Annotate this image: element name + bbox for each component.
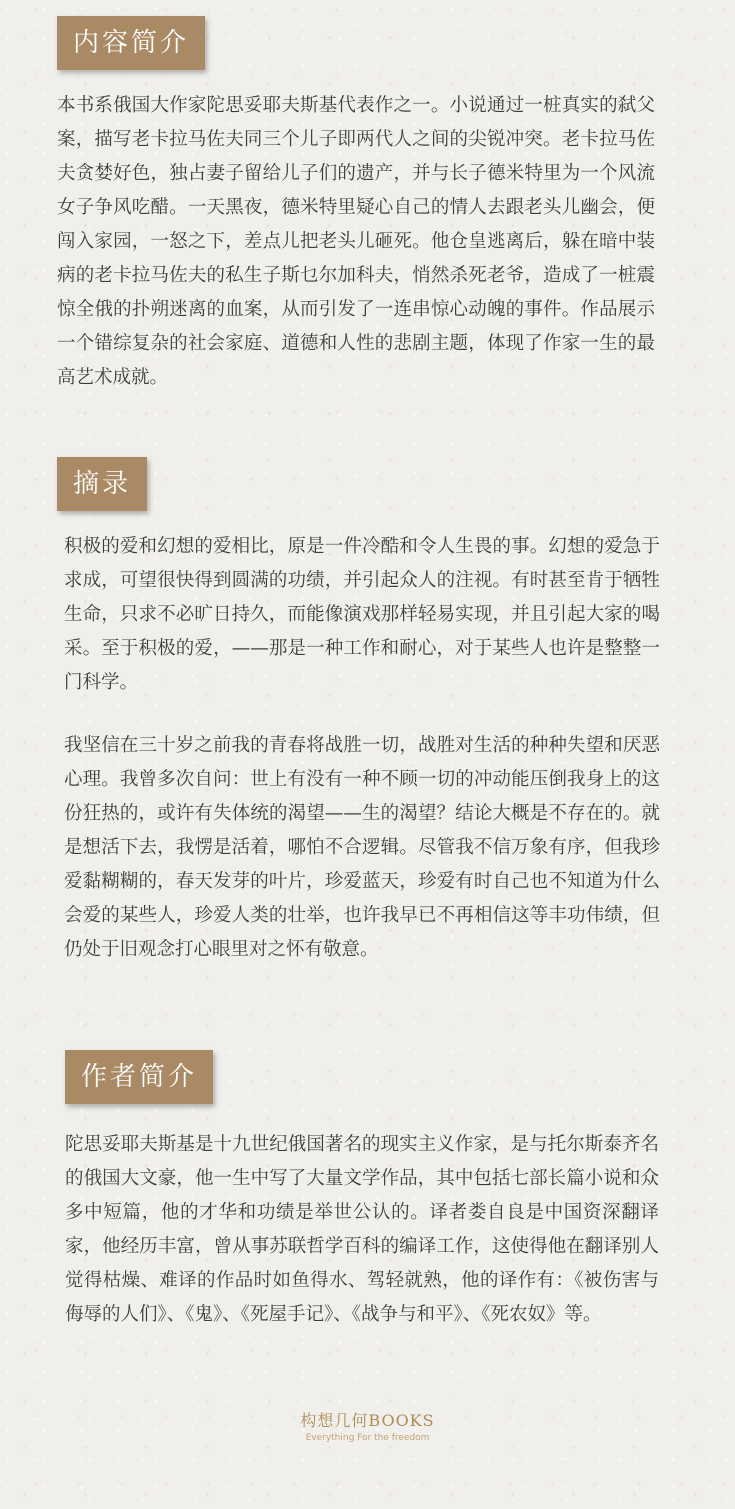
excerpt-paragraph-1: 积极的爱和幻想的爱相比，原是一件冷酷和令人生畏的事。幻想的爱急于求成，可望很快得到圆满的功绩，并引起众人的注视。有时甚至肯于牺牲生命，只求不必旷日持久，而能像演戏那样轻易实现，并且引起大家的喝采。至于积极的爱，——那是一种工作和耐心，对于某些人也许是整整一门科学。 (64, 536, 660, 693)
excerpt-paragraph-2: 我坚信在三十岁之前我的青春将战胜一切，战胜对生活的种种失望和厌恶心理。我曾多次自问：世上有没有一种不顾一切的冲动能压倒我身上的这份狂热的，或许有失体统的渴望——生的渴望？结论大概是不存在的。就是想活下去，我愣是活着，哪怕不合逻辑。尽管我不信万象有序，但我珍爱黏糊糊的，春天发芽的叶片，珍爱蓝天，珍爱有时自己也不知道为什么会爱的某些人，珍爱人类的壮举，也许我早已不再相信这等丰功伟绩，但仍处于旧观念打心眼里对之怀有敬意。 (64, 735, 660, 960)
brand-logo: 构想几何BOOKS (300, 1411, 435, 1430)
intro-paragraph: 本书系俄国大作家陀思妥耶夫斯基代表作之一。小说通过一桩真实的弑父案，描写老卡拉马佐夫同三个儿子即两代人之间的尖锐冲突。老卡拉马佐夫贪婪好色，独占妻子留给儿子们的遗产，并与长子德米特里为一个风流女子争风吃醋。一天黑夜，德米特里疑心自己的情人去跟老头儿幽会，便闯入家园，一怒之下，差点儿把老头儿砸死。他仓皇逃离后，躲在暗中装病的老卡拉马佐夫的私生子斯乜尔加科夫，悄然杀死老爷，造成了一桩震惊全俄的扑朔迷离的血案，从而引发了一连串惊心动魄的事件。作品展示一个错综复杂的社会家庭、道德和人性的悲剧主题，体现了作家一生的最高艺术成就。 (57, 95, 655, 388)
section-heading-intro: 内容简介 (57, 16, 205, 70)
section-heading-author: 作者简介 (65, 1050, 213, 1104)
brand-slogan: Everything For the freedom (305, 1433, 430, 1443)
author-paragraph: 陀思妥耶夫斯基是十九世纪俄国著名的现实主义作家，是与托尔斯泰齐名的俄国大文豪，他一生中写了大量文学作品，其中包括七部长篇小说和众多中短篇，他的才华和功绩是举世公认的。译者娄自良是中国资深翻译家，他经历丰富，曾从事苏联哲学百科的编译工作，这使得他在翻译别人觉得枯燥、难译的作品时如鱼得水、驾轻就熟，他的译作有：《被伤害与侮辱的人们》、《鬼》、《死屋手记》、《战争与和平》、《死农奴》等。 (65, 1134, 659, 1325)
section-heading-excerpt: 摘录 (57, 457, 147, 511)
